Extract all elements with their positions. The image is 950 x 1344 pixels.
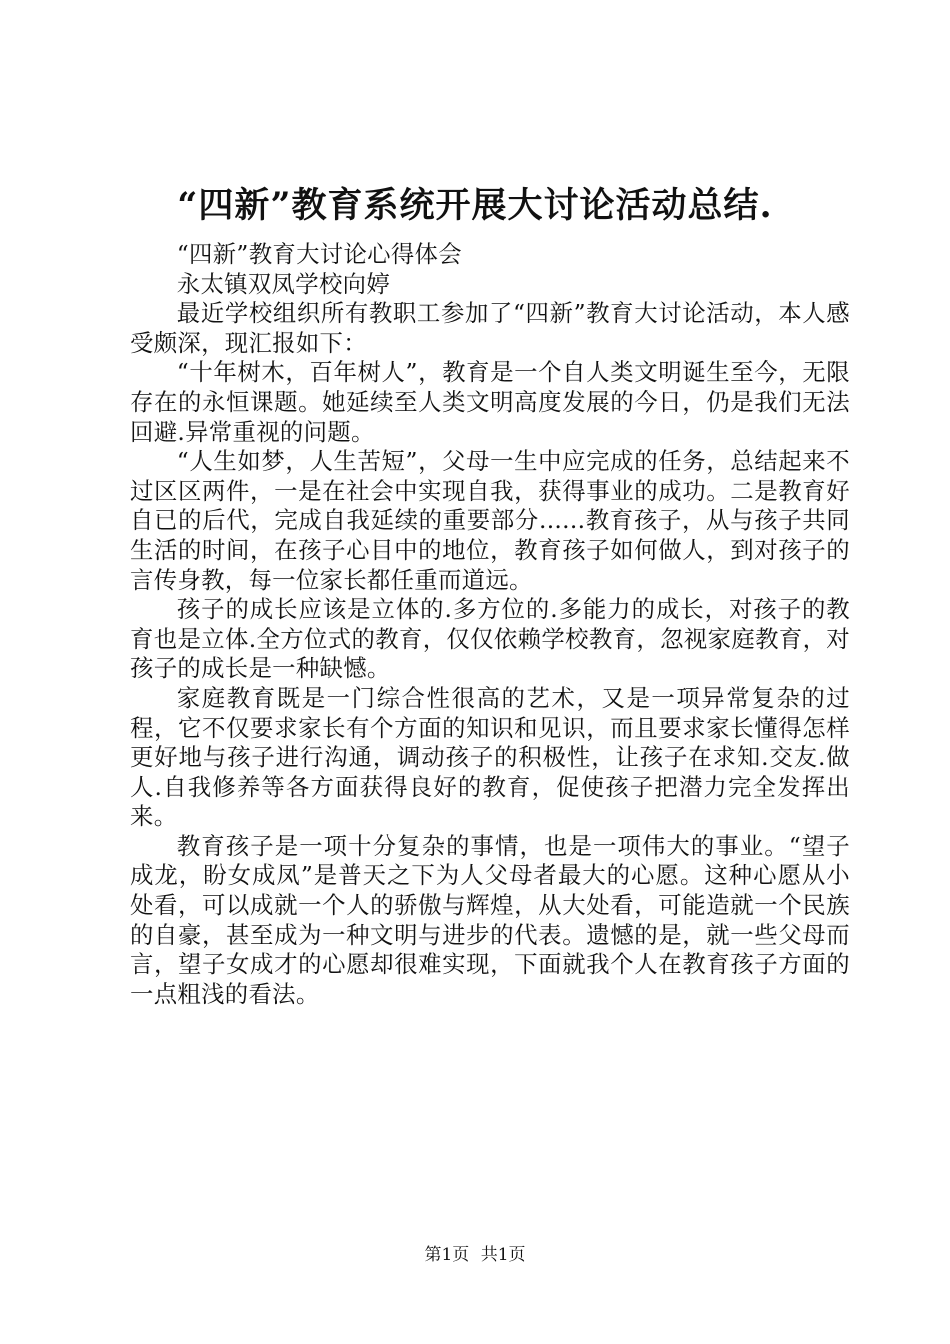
paragraph: 孩子的成长应该是立体的.多方位的.多能力的成长，对孩子的教育也是立体.全方位式的教育，仅仅依赖学校教育，忽视家庭教育，对孩子的成长是一种缺憾。: [130, 595, 850, 683]
document-subtitle: “四新”教育大讨论心得体会: [176, 240, 462, 268]
paragraph: 家庭教育既是一门综合性很高的艺术，又是一项异常复杂的过程，它不仅要求家长有个方面的知识和见识，而且要求家长懂得怎样更好地与孩子进行沟通，调动孩子的积极性，让孩子在求知.交友.做人.自我修养等各方面获得良好的教育，促使孩子把潜力完全发挥出来。: [130, 683, 850, 831]
document-author: 永太镇双凤学校向婷: [176, 269, 391, 298]
paragraph: 教育孩子是一项十分复杂的事情，也是一项伟大的事业。“望子成龙，盼女成凤”是普天之下为人父母者最大的心愿。这种心愿从小处看，可以成就一个人的骄傲与辉煌，从大处看，可能造就一个民族的自豪，甚至成为一种文明与进步的代表。遗憾的是，就一些父母而言，望子女成才的心愿却很难实现，下面就我个人在教育孩子方面的一点粗浅的看法。: [130, 831, 850, 1008]
paragraph: “十年树木，百年树人”，教育是一个自人类文明诞生至今，无限存在的永恒课题。她延续至人类文明高度发展的今日，仍是我们无法回避.异常重视的问题。: [130, 358, 850, 446]
page-total: 共1页: [480, 1245, 526, 1265]
document-body: [130, 240, 850, 1009]
page-footer: [0, 1244, 950, 1266]
page-number: 第1页: [424, 1245, 470, 1265]
paragraph: 最近学校组织所有教职工参加了“四新”教育大讨论活动，本人感受颇深，现汇报如下：: [130, 299, 850, 357]
document-title: “四新”教育系统开展大讨论活动总结.: [177, 185, 773, 226]
paragraph: “人生如梦，人生苦短”，父母一生中应完成的任务，总结起来不过区区两件，一是在社会中实现自我，获得事业的成功。二是教育好自已的后代，完成自我延续的重要部分......教育孩子，从与孩子共同生活的时间，在孩子心目中的地位，教育孩子如何做人，到对孩子的言传身教，每一位家长都任重而道远。: [130, 447, 850, 594]
